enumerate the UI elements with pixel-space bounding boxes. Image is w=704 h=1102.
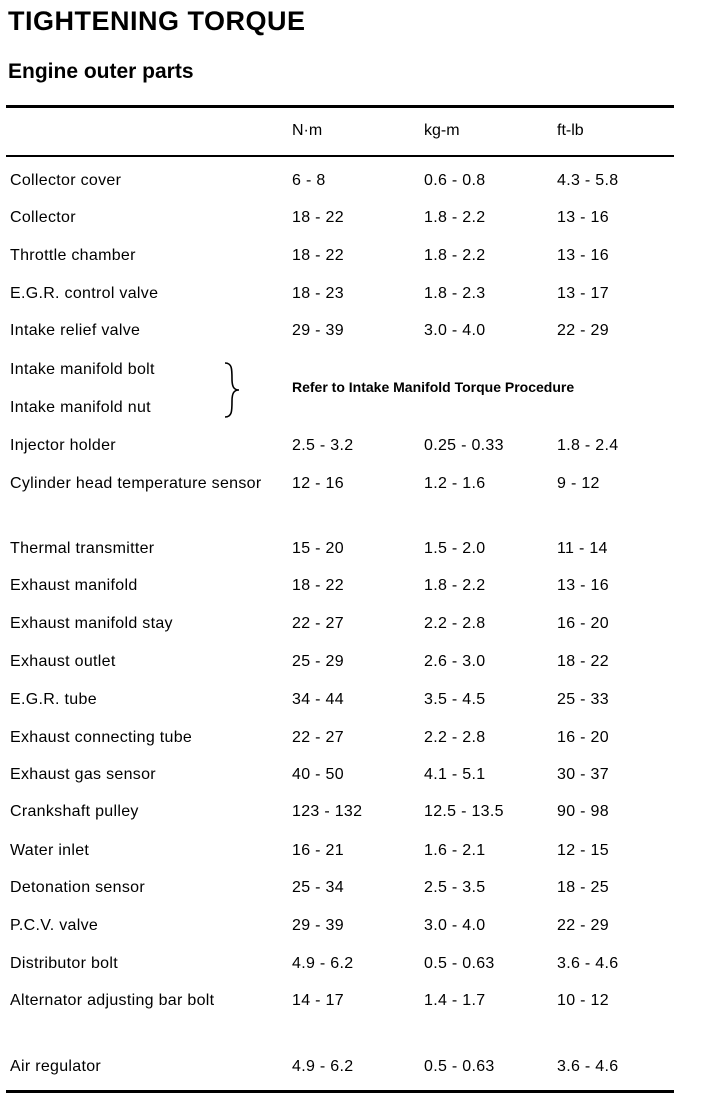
part-name: Cylinder head temperature sensor	[10, 475, 262, 492]
value-ftlb: 1.8 - 2.4	[557, 437, 619, 454]
value-nm: 18 - 22	[292, 247, 344, 264]
value-nm: 22 - 27	[292, 729, 344, 746]
value-nm: 29 - 39	[292, 322, 344, 339]
value-kgm: 0.6 - 0.8	[424, 172, 486, 189]
value-nm: 22 - 27	[292, 615, 344, 632]
value-kgm: 0.5 - 0.63	[424, 1058, 495, 1075]
value-ftlb: 13 - 16	[557, 577, 609, 594]
value-nm: 18 - 22	[292, 577, 344, 594]
table-bottom-rule	[6, 1090, 674, 1093]
value-kgm: 1.8 - 2.2	[424, 247, 486, 264]
intake-manifold-group	[0, 357, 704, 423]
value-nm: 34 - 44	[292, 691, 344, 708]
part-name: P.C.V. valve	[10, 917, 99, 934]
part-name: Thermal transmitter	[10, 540, 155, 557]
value-ftlb: 13 - 16	[557, 247, 609, 264]
part-name: Intake relief valve	[10, 322, 141, 339]
part-name: Distributor bolt	[10, 955, 118, 972]
value-nm: 40 - 50	[292, 766, 344, 783]
value-ftlb: 90 - 98	[557, 803, 609, 820]
value-kgm: 2.2 - 2.8	[424, 615, 486, 632]
value-kgm: 1.8 - 2.2	[424, 577, 486, 594]
part-name: Exhaust connecting tube	[10, 729, 193, 746]
part-name: E.G.R. tube	[10, 691, 97, 708]
value-nm: 6 - 8	[292, 172, 326, 189]
part-name: Alternator adjusting bar bolt	[10, 992, 215, 1009]
value-nm: 14 - 17	[292, 992, 344, 1009]
value-ftlb: 18 - 25	[557, 879, 609, 896]
part-name: Injector holder	[10, 437, 116, 454]
value-ftlb: 12 - 15	[557, 842, 609, 859]
curly-brace-icon	[222, 361, 244, 419]
part-name: Throttle chamber	[10, 247, 136, 264]
value-ftlb: 18 - 22	[557, 653, 609, 670]
value-kgm: 1.8 - 2.3	[424, 285, 486, 302]
part-name: Air regulator	[10, 1058, 102, 1075]
value-nm: 123 - 132	[292, 803, 363, 820]
part-name: Intake manifold nut	[10, 399, 151, 416]
value-ftlb: 4.3 - 5.8	[557, 172, 619, 189]
value-ftlb: 3.6 - 4.6	[557, 1058, 619, 1075]
page-title: TIGHTENING TORQUE	[8, 6, 306, 36]
value-ftlb: 16 - 20	[557, 615, 609, 632]
part-name: Crankshaft pulley	[10, 803, 139, 820]
table-top-rule	[6, 105, 674, 108]
value-ftlb: 22 - 29	[557, 917, 609, 934]
value-kgm: 1.2 - 1.6	[424, 475, 486, 492]
value-kgm: 1.8 - 2.2	[424, 209, 486, 226]
value-nm: 25 - 29	[292, 653, 344, 670]
part-name: Collector cover	[10, 172, 122, 189]
part-name: Water inlet	[10, 842, 90, 859]
value-ftlb: 13 - 17	[557, 285, 609, 302]
column-header-nm: N·m	[292, 122, 323, 139]
column-header-kgm: kg-m	[424, 122, 460, 139]
value-nm: 12 - 16	[292, 475, 344, 492]
part-name: Detonation sensor	[10, 879, 145, 896]
value-kgm: 0.5 - 0.63	[424, 955, 495, 972]
value-nm: 2.5 - 3.2	[292, 437, 354, 454]
value-nm: 16 - 21	[292, 842, 344, 859]
value-ftlb: 16 - 20	[557, 729, 609, 746]
value-kgm: 1.5 - 2.0	[424, 540, 486, 557]
part-name: Exhaust manifold stay	[10, 615, 173, 632]
section-subtitle: Engine outer parts	[8, 60, 194, 83]
part-name: Intake manifold bolt	[10, 361, 155, 378]
value-ftlb: 9 - 12	[557, 475, 600, 492]
value-kgm: 12.5 - 13.5	[424, 803, 504, 820]
value-ftlb: 11 - 14	[557, 540, 608, 557]
value-ftlb: 3.6 - 4.6	[557, 955, 619, 972]
value-kgm: 0.25 - 0.33	[424, 437, 504, 454]
table-header-rule	[6, 155, 674, 157]
column-header-ftlb: ft-lb	[557, 122, 584, 139]
value-ftlb: 25 - 33	[557, 691, 609, 708]
value-kgm: 2.2 - 2.8	[424, 729, 486, 746]
part-name: Exhaust outlet	[10, 653, 116, 670]
value-ftlb: 30 - 37	[557, 766, 609, 783]
value-ftlb: 22 - 29	[557, 322, 609, 339]
value-ftlb: 10 - 12	[557, 992, 609, 1009]
manifold-torque-note: Refer to Intake Manifold Torque Procedure	[292, 379, 575, 395]
value-ftlb: 13 - 16	[557, 209, 609, 226]
value-nm: 15 - 20	[292, 540, 344, 557]
value-kgm: 2.6 - 3.0	[424, 653, 486, 670]
part-name: Exhaust manifold	[10, 577, 138, 594]
value-nm: 25 - 34	[292, 879, 344, 896]
value-kgm: 2.5 - 3.5	[424, 879, 486, 896]
value-kgm: 3.0 - 4.0	[424, 322, 486, 339]
value-nm: 18 - 22	[292, 209, 344, 226]
value-kgm: 3.0 - 4.0	[424, 917, 486, 934]
part-name: Collector	[10, 209, 76, 226]
part-name: E.G.R. control valve	[10, 285, 159, 302]
value-kgm: 4.1 - 5.1	[424, 766, 486, 783]
value-kgm: 1.6 - 2.1	[424, 842, 486, 859]
value-kgm: 1.4 - 1.7	[424, 992, 486, 1009]
part-name: Exhaust gas sensor	[10, 766, 156, 783]
value-nm: 18 - 23	[292, 285, 344, 302]
value-nm: 29 - 39	[292, 917, 344, 934]
value-nm: 4.9 - 6.2	[292, 955, 354, 972]
value-nm: 4.9 - 6.2	[292, 1058, 354, 1075]
value-kgm: 3.5 - 4.5	[424, 691, 486, 708]
